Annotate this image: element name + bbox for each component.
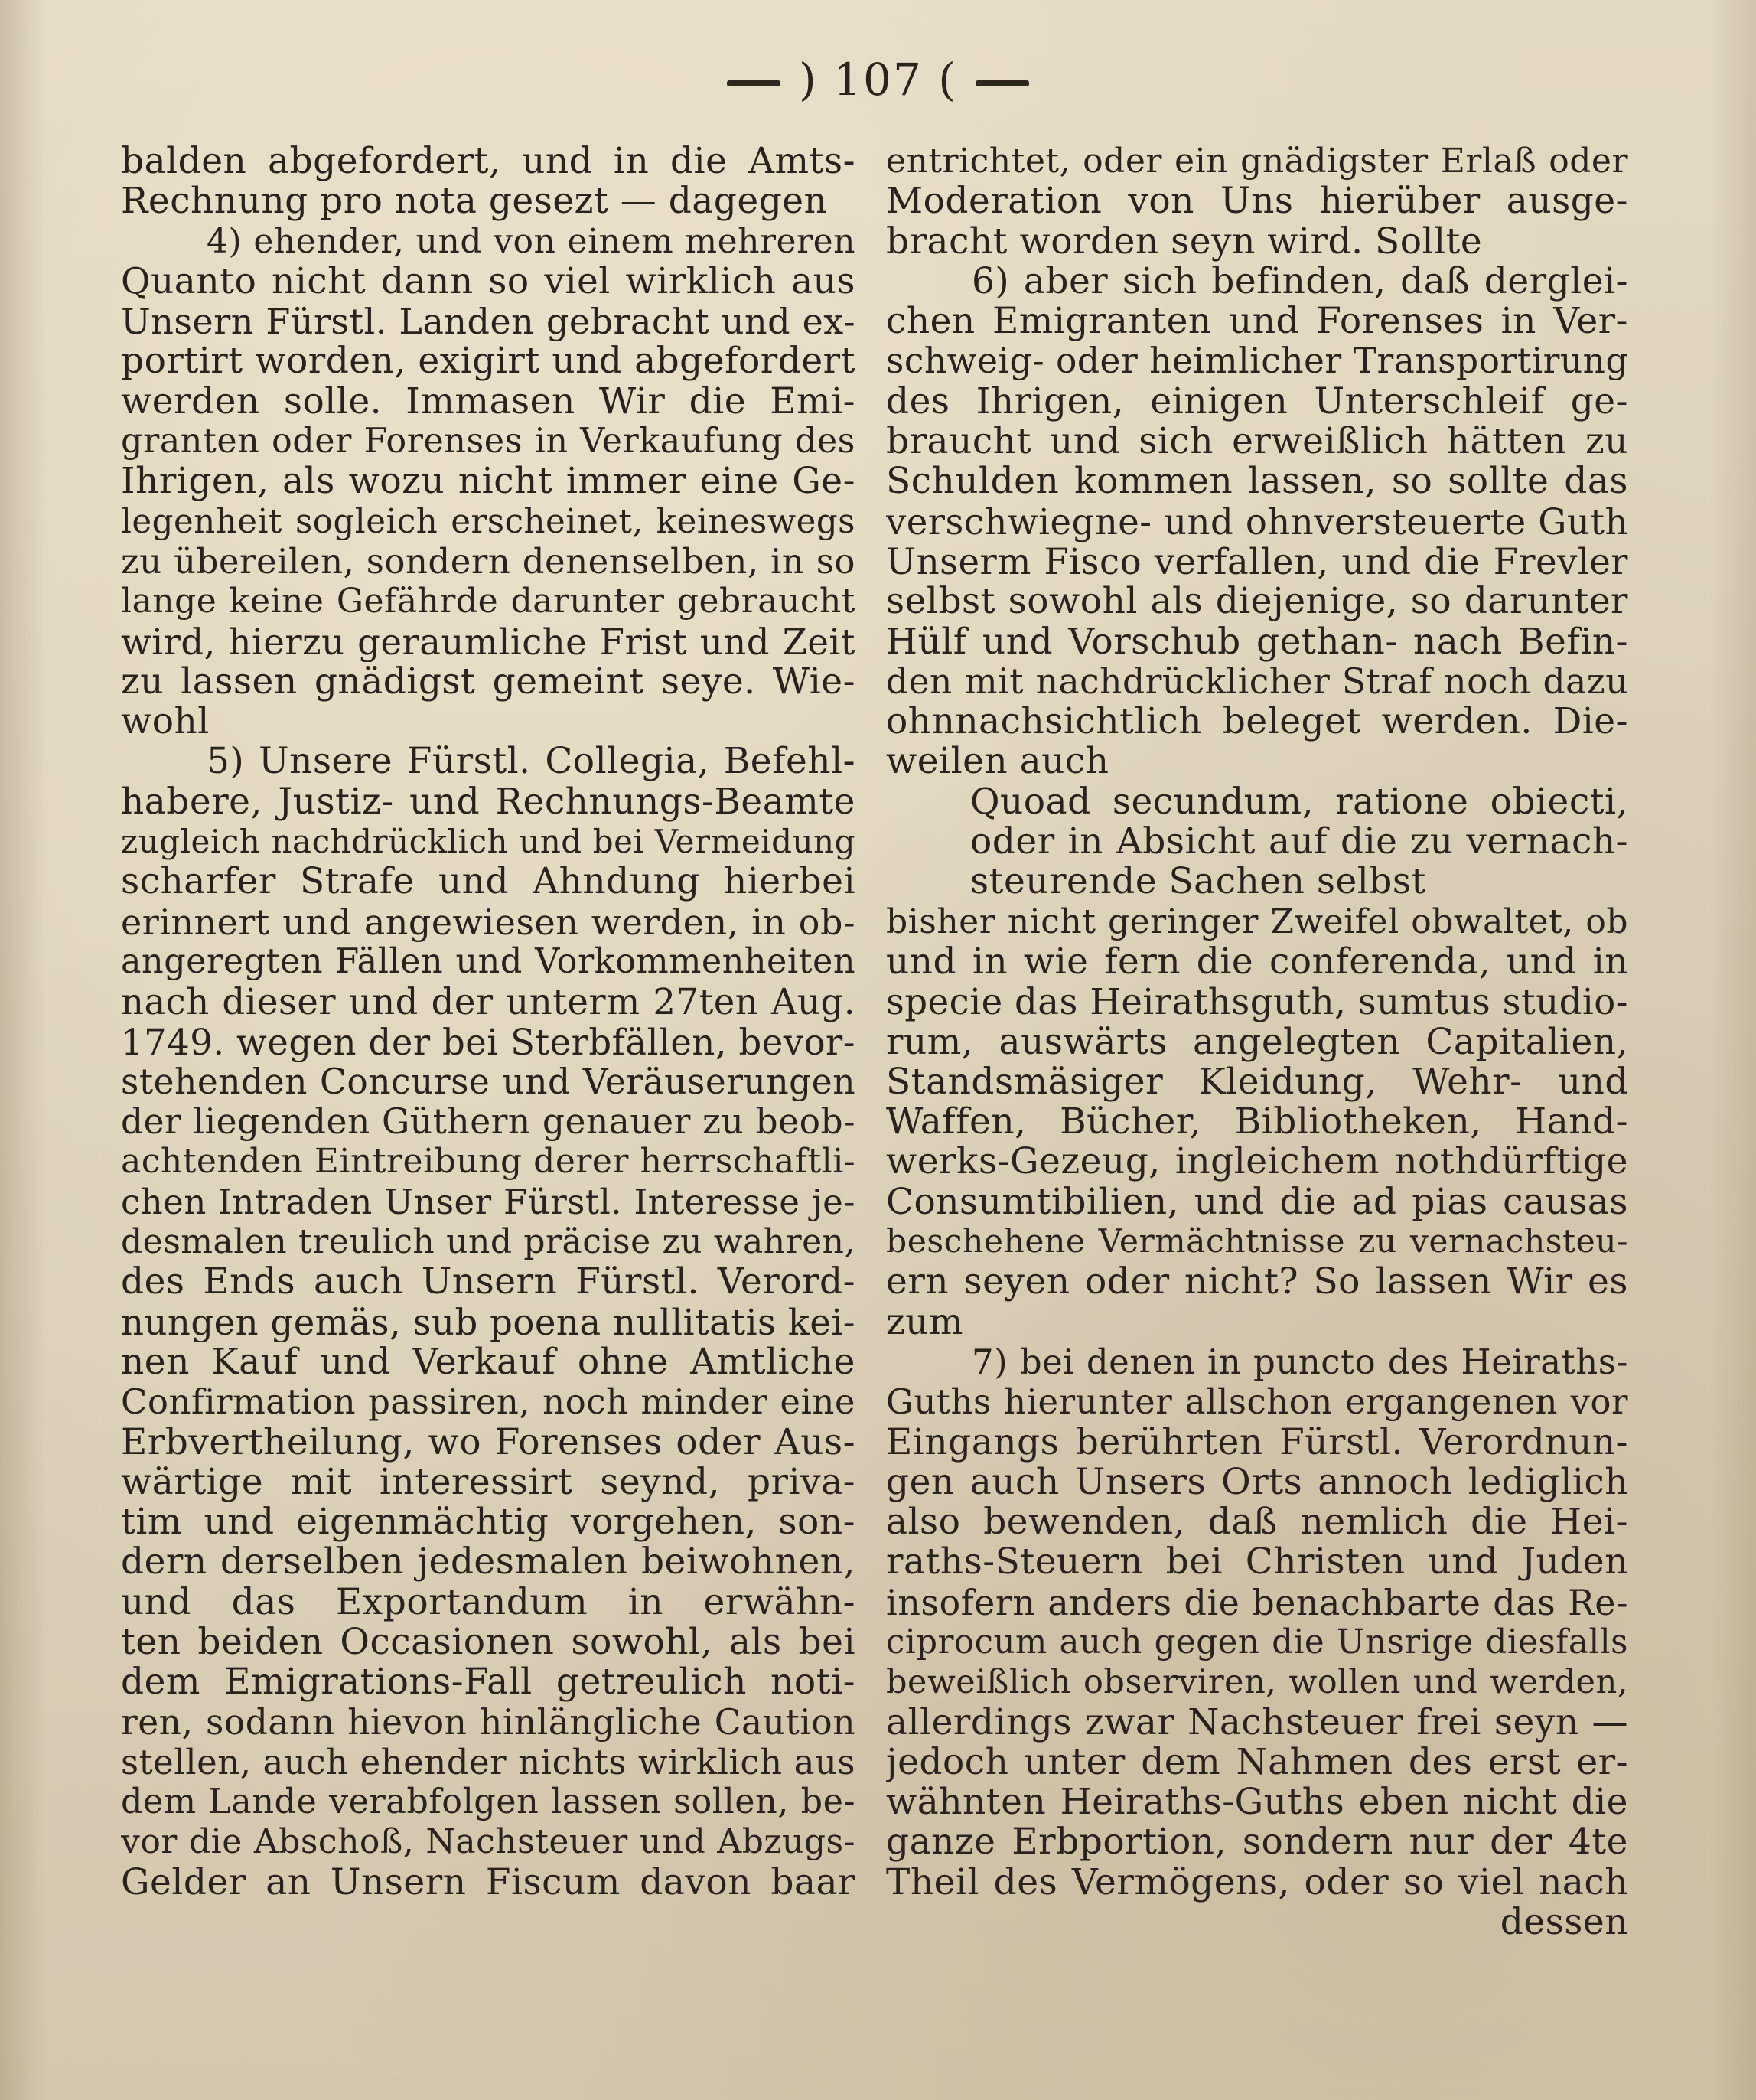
text-line: achtenden Eintreibung derer herrschaftli- <box>121 1142 855 1182</box>
text-line: dem Lande verabfolgen lassen sollen, be- <box>121 1782 855 1822</box>
text-line: den mit nachdrücklicher Straf noch dazu <box>886 661 1628 702</box>
text-line: des Ihrigen, einigen Unterschleif ge- <box>886 381 1628 422</box>
text-line: habere, Justiz- und Rechnungs-Beamte <box>121 781 855 823</box>
text-line: chen Intraden Unser Fürstl. Interesse je- <box>121 1182 855 1222</box>
text-line: 1749. wegen der bei Sterbfällen, bevor- <box>121 1022 855 1062</box>
text-line: Schulden kommen lassen, so sollte das <box>886 461 1628 502</box>
text-line: desmalen treulich und präcise zu wahren, <box>121 1222 855 1262</box>
text-line: rum, auswärts angelegten Capitalien, <box>886 1022 1628 1062</box>
text-line: specie das Heirathsguth, sumtus studio- <box>886 982 1628 1022</box>
text-line: Confirmation passiren, noch minder eine <box>121 1382 855 1423</box>
text-line: der liegenden Güthern genauer zu beob- <box>121 1102 855 1143</box>
text-line: wohl <box>121 702 210 742</box>
text-line: balden abgefordert, und in die Amts- <box>121 142 855 182</box>
text-line: Hülf und Vorschub gethan- nach Befin- <box>886 621 1628 662</box>
text-line: beschehene Vermächtnisse zu vernachsteu- <box>886 1223 1628 1261</box>
paragraph-7 <box>886 1342 1628 1903</box>
text-line: 4) ehender, und von einem mehreren <box>207 221 855 261</box>
page-number: ) 107 ( <box>799 54 957 106</box>
text-line: nungen gemäs, sub poena nullitatis kei- <box>121 1302 855 1342</box>
text-line: Moderation von Uns hierüber ausge- <box>886 181 1628 222</box>
text-line: Erbvertheilung, wo Forenses oder Aus- <box>121 1422 855 1462</box>
text-line: Theil des Vermögens, oder so viel nach <box>886 1862 1628 1903</box>
text-line: zu übereilen, sondern denenselben, in so <box>121 541 855 582</box>
text-line: erinnert und angewiesen werden, in ob- <box>121 902 855 942</box>
text-line: Waffen, Bücher, Bibliotheken, Hand- <box>886 1102 1628 1143</box>
left-column <box>121 142 855 1903</box>
text-line: Consumtibilien, und die ad pias causas <box>886 1182 1628 1223</box>
text-line: Standsmäsiger Kleidung, Wehr- und <box>886 1061 1628 1103</box>
text-line: oder in Absicht auf die zu vernach- <box>970 822 1628 862</box>
text-line: ern seyen oder nicht? So lassen Wir es <box>886 1262 1628 1303</box>
paragraph-continuation <box>121 142 855 222</box>
text-line: Eingangs berührten Fürstl. Verordnun- <box>886 1422 1628 1462</box>
text-line: braucht und sich erweißlich hätten zu <box>886 422 1628 462</box>
text-line: zu lassen gnädigst gemeint seye. Wie- <box>121 661 855 703</box>
text-line: werks-Gezeug, ingleichem nothdürftige <box>886 1142 1628 1182</box>
text-line: 6) aber sich befinden, daß derglei- <box>972 261 1628 302</box>
text-line: allerdings zwar Nachsteuer frei seyn — <box>886 1702 1628 1743</box>
text-line: beweißlich observiren, wollen und werden, <box>886 1663 1628 1702</box>
paragraph-5 <box>121 742 855 1903</box>
text-line: legenheit sogleich erscheinet, keineswegs <box>121 502 855 541</box>
text-line: verschwiegne- und ohnversteuerte Guth <box>886 501 1628 542</box>
text-line: nach dieser und der unterm 27ten Aug. <box>121 982 855 1022</box>
text-line: ten beiden Occasionen sowohl, als bei <box>121 1622 855 1663</box>
text-line: entrichtet, oder ein gnädigster Erlaß oder <box>886 142 1628 181</box>
text-line: stehenden Concurse und Veräuserungen <box>121 1061 855 1102</box>
page-edge-shadow-left <box>0 0 46 2100</box>
text-line: granten oder Forenses in Verkaufung des <box>121 422 855 461</box>
header-rule-left <box>727 80 780 86</box>
text-line: Guths hierunter allschon ergangenen vor <box>886 1382 1628 1423</box>
text-line: schweig- oder heimlicher Transportirung <box>886 341 1628 382</box>
text-line: ohnnachsichtlich beleget werden. Die- <box>886 702 1628 742</box>
quoad-heading <box>886 782 1628 902</box>
text-line: und in wie fern die conferenda, und in <box>886 941 1628 983</box>
text-line: portirt worden, exigirt und abgefordert <box>121 341 855 382</box>
text-line: ganze Erbportion, sondern nur der 4te <box>886 1822 1628 1863</box>
paragraph-after-quoad <box>886 902 1628 1342</box>
text-line: jedoch unter dem Nahmen des erst er- <box>886 1742 1628 1783</box>
catchword <box>886 1903 1628 1942</box>
text-line: bracht worden seyn wird. Sollte <box>886 221 1483 262</box>
text-line: des Ends auch Unsern Fürstl. Verord- <box>121 1262 855 1303</box>
text-line: tim und eigenmächtig vorgehen, son- <box>121 1502 855 1543</box>
text-line: Unserm Fisco verfallen, und die Frevler <box>886 541 1628 582</box>
text-line: werden solle. Immasen Wir die Emi- <box>121 381 855 422</box>
text-line: wähnten Heiraths-Guths eben nicht die <box>886 1782 1628 1823</box>
text-line: ren, sodann hievon hinlängliche Caution <box>121 1702 855 1743</box>
text-line: 5) Unsere Fürstl. Collegia, Befehl- <box>207 742 855 782</box>
text-line: und das Exportandum in erwähn- <box>121 1582 855 1622</box>
paragraph-6 <box>886 262 1628 782</box>
right-column <box>886 142 1628 1942</box>
text-line: 7) bei denen in puncto des Heiraths- <box>972 1342 1628 1382</box>
text-line: Ihrigen, als wozu nicht immer eine Ge- <box>121 461 855 502</box>
text-line: weilen auch <box>886 742 1109 782</box>
text-line: dern derselben jedesmalen beiwohnen, <box>121 1542 855 1583</box>
text-line: also bewenden, daß nemlich die Hei- <box>886 1502 1628 1543</box>
paragraph-4 <box>121 222 855 742</box>
text-line: ciprocum auch gegen die Unsrige diesfalls <box>886 1622 1628 1661</box>
text-line: stellen, auch ehender nichts wirklich aus <box>121 1742 855 1782</box>
text-line: Unsern Fürstl. Landen gebracht und ex- <box>121 302 855 342</box>
text-line: Quanto nicht dann so viel wirklich aus <box>121 261 855 302</box>
page-header <box>0 54 1756 106</box>
page-edge-shadow-right <box>1710 0 1756 2100</box>
text-line: Quoad secundum, ratione obiecti, <box>970 781 1628 823</box>
text-line: gen auch Unsers Orts annoch lediglich <box>886 1462 1628 1503</box>
text-line: raths-Steuern bei Christen und Juden <box>886 1542 1628 1583</box>
text-line: Gelder an Unsern Fiscum davon baar <box>121 1862 855 1903</box>
text-line: nen Kauf und Verkauf ohne Amtliche <box>121 1342 855 1383</box>
text-line: insofern anders die benachbarte das Re- <box>886 1582 1628 1622</box>
text-line: dem Emigrations-Fall getreulich noti- <box>121 1662 855 1703</box>
text-line: angeregten Fällen und Vorkommenheiten <box>121 941 855 981</box>
text-line: selbst sowohl als diejenige, so darunter <box>886 582 1628 622</box>
text-line: bisher nicht geringer Zweifel obwaltet, ob <box>886 902 1628 941</box>
text-line: zugleich nachdrücklich und bei Vermeidung <box>121 823 855 861</box>
text-line: lange keine Gefährde darunter gebraucht <box>121 582 855 621</box>
text-line: wärtige mit interessirt seynd, priva- <box>121 1462 855 1503</box>
text-line: wird, hierzu geraumliche Frist und Zeit <box>121 621 855 662</box>
text-line: zum <box>886 1302 964 1342</box>
text-line: chen Emigranten und Forenses in Ver- <box>886 302 1628 342</box>
paragraph-continuation <box>886 142 1628 262</box>
text-line: Rechnung pro nota gesezt — dagegen <box>121 181 828 222</box>
catchword-text: dessen <box>1500 1903 1628 1943</box>
header-rule-right <box>976 80 1029 86</box>
text-line: vor die Abschoß, Nachsteuer und Abzugs- <box>121 1822 855 1862</box>
text-line: scharfer Strafe und Ahndung hierbei <box>121 862 855 902</box>
text-line: steurende Sachen selbst <box>970 862 1426 902</box>
